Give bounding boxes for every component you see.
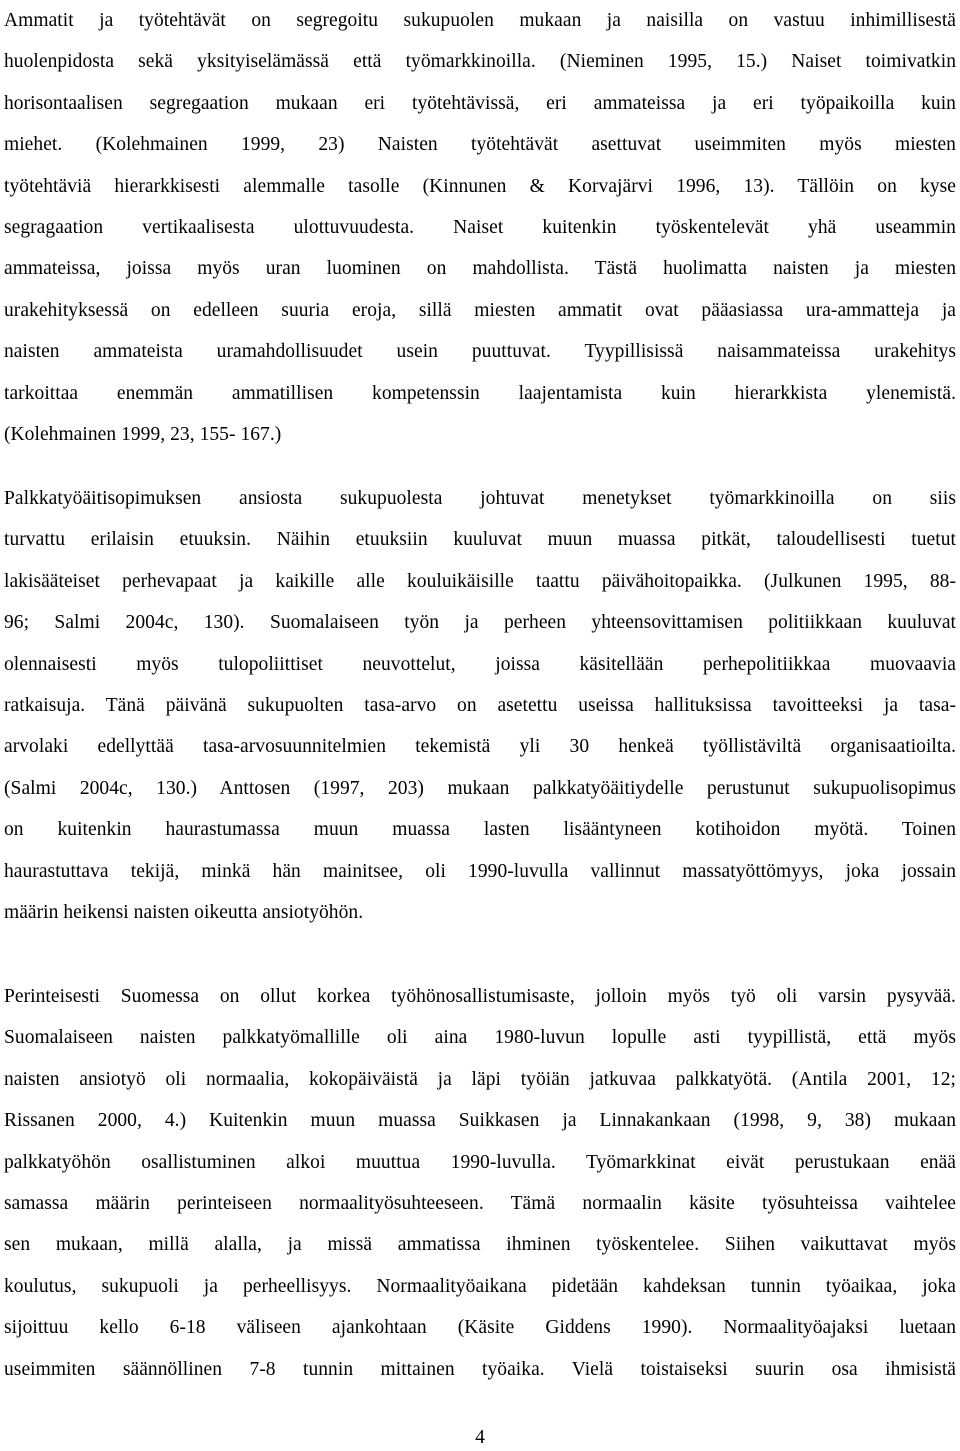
text-line: on kuitenkin haurastumassa muun muassa lasten lisääntyneen kotihoidon myötä. Toinen: [4, 819, 956, 841]
text-line: useimmiten säännöllinen 7-8 tunnin mittainen työaika. Vielä toistaiseksi suurin osa ihmisistä: [4, 1358, 956, 1380]
paragraph-1: [4, 0, 956, 455]
paragraph-3: [4, 976, 956, 1390]
text-line: Rissanen 2000, 4.) Kuitenkin muun muassa Suikkasen ja Linnakankaan (1998, 9, 38) mukaan: [4, 1110, 956, 1132]
text-line: Palkkatyöäitisopimuksen ansiosta sukupuolesta johtuvat menetykset työmarkkinoilla on siis: [4, 488, 956, 509]
text-line: ammateissa, joissa myös uran luominen on mahdollista. Tästä huolimatta naisten ja miesten: [4, 258, 956, 280]
text-line: (Kolehmainen 1999, 23, 155- 167.): [4, 423, 282, 445]
text-line: urakehityksessä on edelleen suuria eroja, sillä miesten ammatit ovat pääasiassa ura-ammatteja ja: [4, 299, 956, 321]
text-line: haurastuttava tekijä, minkä hän mainitsee, oli 1990-luvulla vallinnut massatyöttömyys, joka jossain: [4, 860, 956, 882]
text-line: työtehtäviä hierarkkisesti alemmalle tasolle (Kinnunen & Korvajärvi 1996, 13). Tällöin on kyse: [4, 175, 956, 197]
text-line: 96; Salmi 2004c, 130). Suomalaiseen työn ja perheen yhteensovittamisen politiikkaan kuuluvat: [4, 612, 956, 634]
text-line: olennaisesti myös tulopoliittiset neuvottelut, joissa käsitellään perhepolitiikkaa muovaavia: [4, 653, 956, 675]
text-line: naisten ansiotyö oli normaalia, kokopäiväistä ja läpi työiän jatkuvaa palkkatyötä. (Antila 2001, 12;: [4, 1068, 956, 1090]
text-line: miehet. (Kolehmainen 1999, 23) Naisten työtehtävät asettuvat useimmiten myös miesten: [4, 134, 956, 156]
paragraph-2: [4, 478, 956, 933]
text-line: naisten ammateista uramahdollisuudet usein puuttuvat. Tyypillisissä naisammateissa urakehitys: [4, 341, 956, 363]
text-line: Perinteisesti Suomessa on ollut korkea työhönosallistumisaste, jolloin myös työ oli varsin pysyvää.: [4, 986, 956, 1007]
text-line: sen mukaan, millä alalla, ja missä ammatissa ihminen työskentelee. Siihen vaikuttavat myös: [4, 1234, 956, 1256]
text-line: arvolaki edellyttää tasa-arvosuunnitelmien tekemistä yli 30 henkeä työllistäviltä organisaatioilta.: [4, 736, 956, 758]
text-line: määrin heikensi naisten oikeutta ansiotyöhön.: [4, 901, 364, 923]
text-line: lakisääteiset perhevapaat ja kaikille alle kouluikäisille taattu päivähoitopaikka. (Julkunen 1995, 88-: [4, 570, 956, 592]
text-line: horisontaalisen segregaation mukaan eri työtehtävissä, eri ammateissa ja eri työpaikoilla kuin: [4, 92, 956, 114]
text-line: tarkoittaa enemmän ammatillisen kompetenssin laajentamista kuin hierarkkista ylenemistä.: [4, 382, 956, 404]
text-line: Ammatit ja työtehtävät on segregoitu sukupuolen mukaan ja naisilla on vastuu inhimillisestä: [4, 10, 956, 31]
text-line: sijoittuu kello 6-18 väliseen ajankohtaan (Käsite Giddens 1990). Normaalityöajaksi luetaan: [4, 1317, 956, 1339]
text-line: Suomalaiseen naisten palkkatyömallille oli aina 1980-luvun lopulle asti tyypillistä, että myös: [4, 1027, 956, 1049]
text-line: (Salmi 2004c, 130.) Anttosen (1997, 203) mukaan palkkatyöäitiydelle perustunut sukupuolisopimus: [4, 777, 956, 799]
page-number: 4: [475, 1427, 485, 1448]
text-line: samassa määrin perinteiseen normaalityösuhteeseen. Tämä normaalin käsite työsuhteissa vaihtelee: [4, 1192, 956, 1214]
text-line: palkkatyöhön osallistuminen alkoi muuttua 1990-luvulla. Työmarkkinat eivät perustukaan enää: [4, 1151, 956, 1173]
text-line: koulutus, sukupuoli ja perheellisyys. Normaalityöaikana pidetään kahdeksan tunnin työaikaa, joka: [4, 1275, 956, 1297]
text-line: ratkaisuja. Tänä päivänä sukupuolten tasa-arvo on asetettu useissa hallituksissa tavoitteeksi ja tasa-: [4, 694, 956, 716]
text-line: segragaation vertikaalisesta ulottuvuudesta. Naiset kuitenkin työskentelevät yhä useammin: [4, 216, 956, 238]
text-line: huolenpidosta sekä yksityiselämässä että työmarkkinoilla. (Nieminen 1995, 15.) Naiset toimivatkin: [4, 51, 956, 73]
text-line: turvattu erilaisin etuuksin. Näihin etuuksiin kuuluvat muun muassa pitkät, taloudellisesti tuetut: [4, 529, 956, 551]
